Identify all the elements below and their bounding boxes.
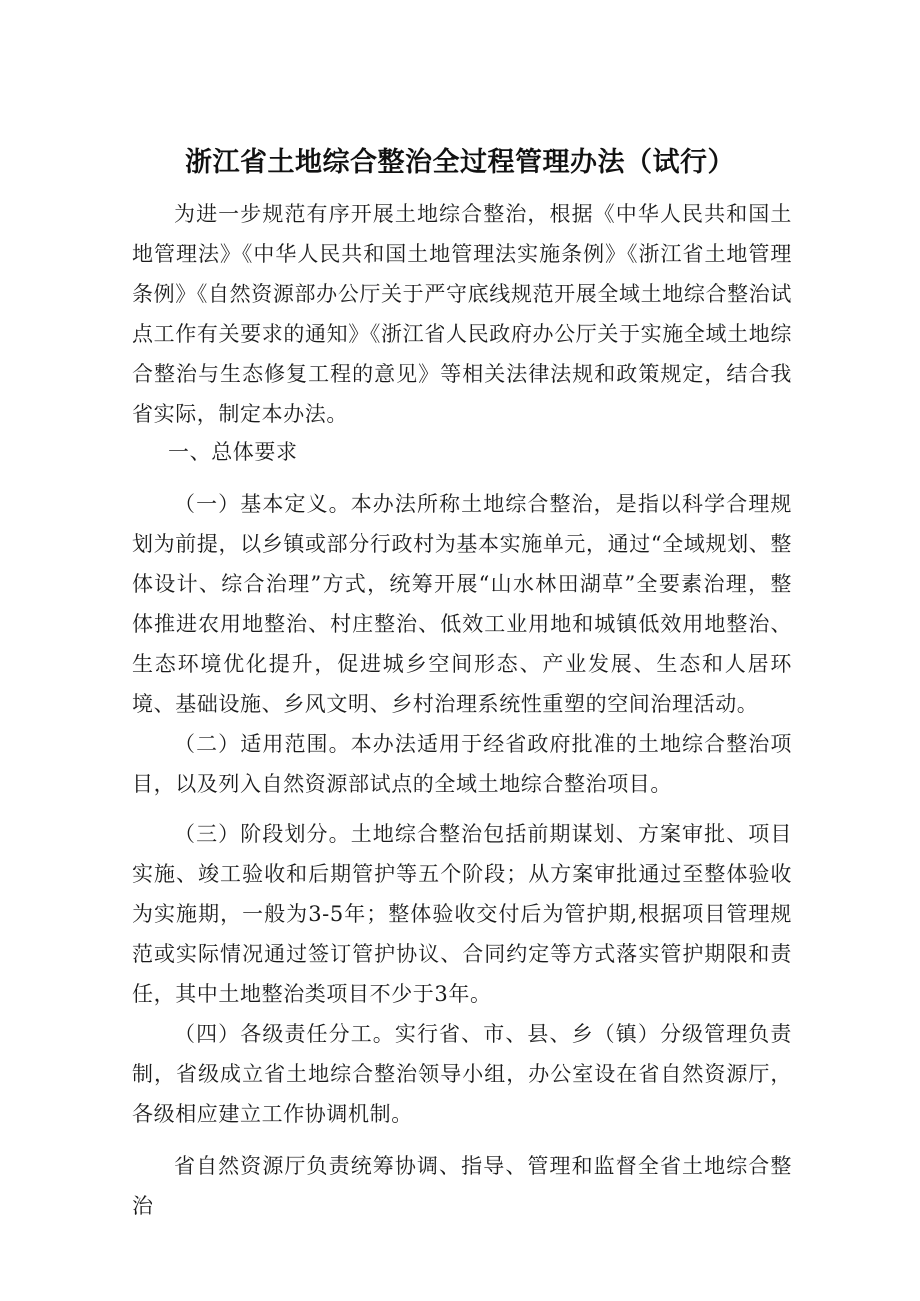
paragraph-provincial-department: 省自然资源厅负责统筹协调、指导、管理和监督全省土地综合整治	[132, 1154, 792, 1218]
paragraph-basic-definition: （一）基本定义。本办法所称土地综合整治，是指以科学合理规划为前提，以乡镇或部分行政村为基本实施单元，通过“全域规划、整体设计、综合治理”方式，统筹开展“山水林田湖草”全要素治理，整体推进农用地整治、村庄整治、低效工业用地和城镇低效用地整治、生态环境优化提升，促进城乡空间形态、产业发展、生态和人居环境、基础设施、乡风文明、乡村治理系统性重塑的空间治理活动。	[132, 492, 792, 716]
paragraph-stage-division: （三）阶段划分。土地综合整治包括前期谋划、方案审批、项目实施、竣工验收和后期管护等五个阶段；从方案审批通过至整体验收为实施期，一般为3-5年；整体验收交付后为管护期,根据项目管理规范或实际情况通过签订管护协议、合同约定等方式落实管护期限和责任，其中土地整治类项目不少于3年。	[132, 822, 792, 1006]
preamble-paragraph: 为进一步规范有序开展土地综合整治，根据《中华人民共和国土地管理法》《中华人民共和国土地管理法实施条例》《浙江省土地管理条例》《自然资源部办公厅关于严守底线规范开展全域土地综合整治试点工作有关要求的通知》《浙江省人民政府办公厅关于实施全域土地综合整治与生态修复工程的意见》等相关法律法规和政策规定，结合我省实际，制定本办法。	[132, 202, 792, 426]
document-title: 浙江省土地综合整治全过程管理办法（试行）	[185, 147, 735, 178]
paragraph-responsibility-division: （四）各级责任分工。实行省、市、县、乡（镇）分级管理负责制，省级成立省土地综合整治领导小组，办公室设在省自然资源厅，各级相应建立工作协调机制。	[132, 1022, 792, 1126]
paragraph-scope: （二）适用范围。本办法适用于经省政府批准的土地综合整治项目，以及列入自然资源部试点的全域土地综合整治项目。	[132, 732, 792, 796]
section-heading-general-requirements: 一、总体要求	[168, 440, 298, 464]
